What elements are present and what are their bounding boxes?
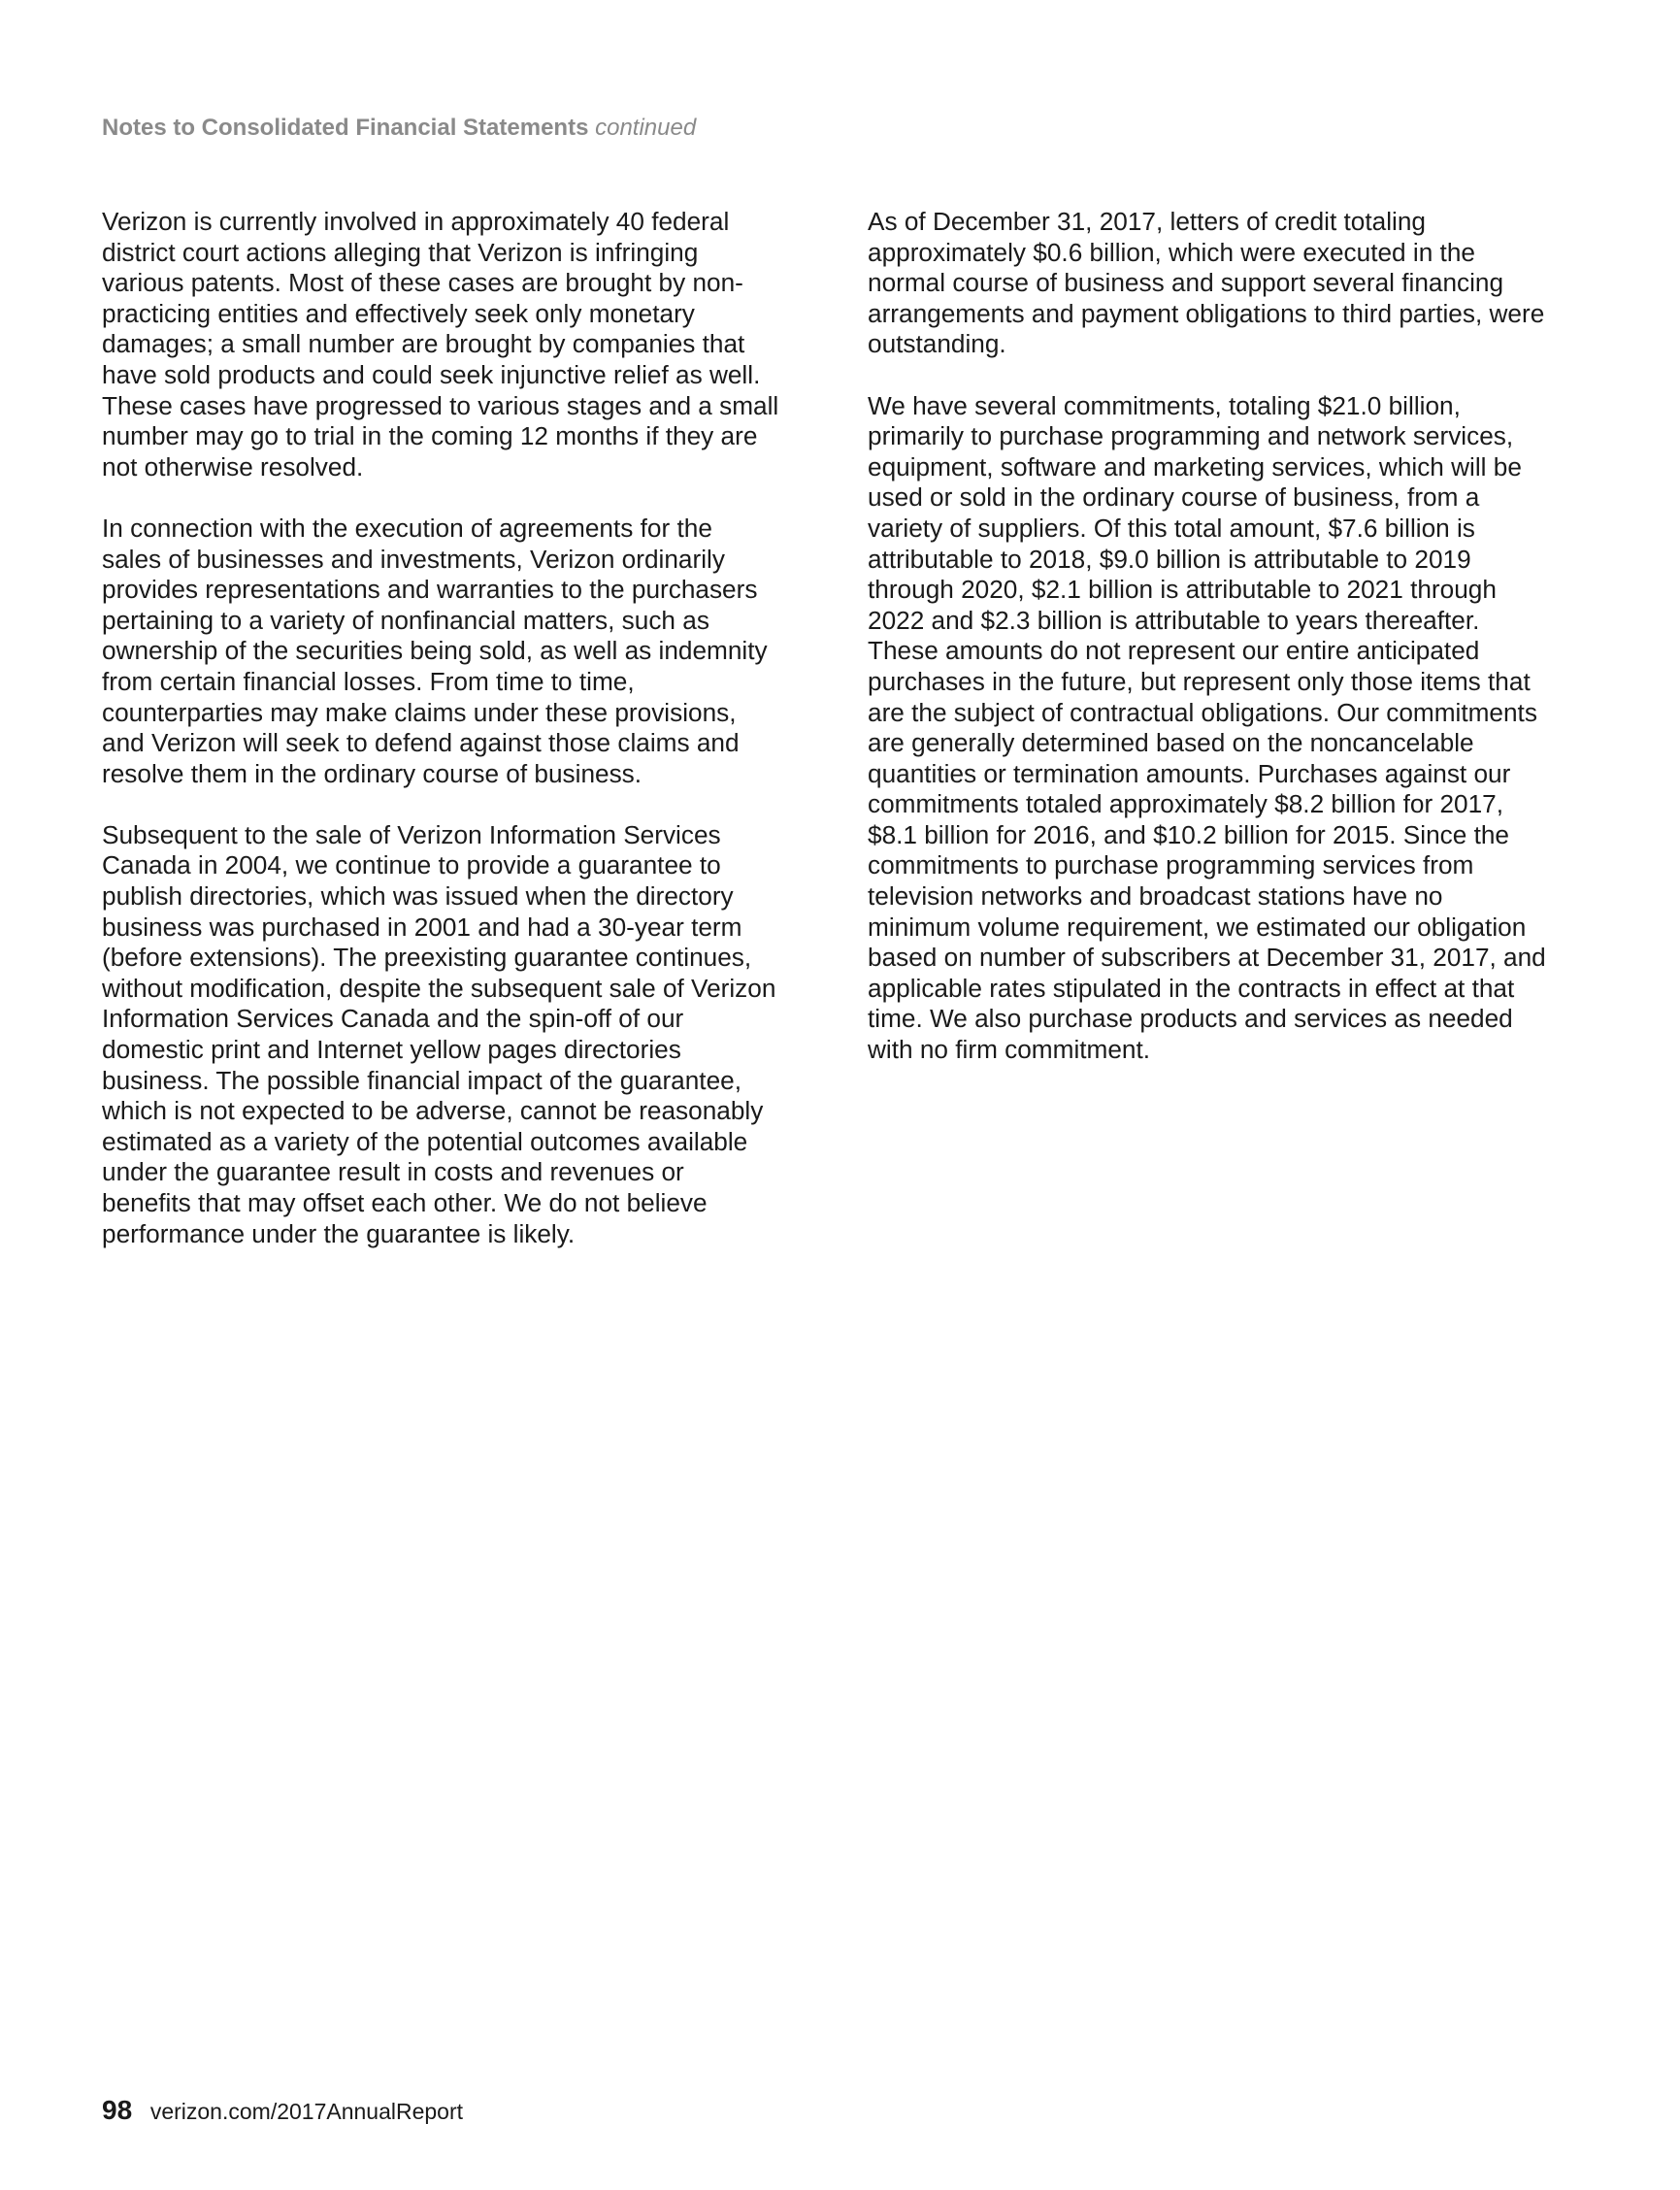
paragraph-directory-guarantee: Subsequent to the sale of Verizon Information Services Canada in 2004, we continue to provide a guarantee to publish directories, which was issued when the directory business was purchased in 2001 and had a 30-year term (before extensions). The preexisting guarantee continues, without modification, despite the subsequent sale of Verizon Information Services Canada and the spin-off of our domestic print and Internet yellow pages directories business. The possible financial impact of the guarantee, which is not expected to be adverse, cannot be reasonably estimated as a variety of the potential outcomes available under the guarantee result in costs and revenues or benefits that may offset each other. We do not believe performance under the guarantee is likely. xyxy=(102,819,776,1248)
paragraph-letters-of-credit: As of December 31, 2017, letters of credit totaling approximately $0.6 billion, which were executed in the normal course of business and support several financing arrangements and payment obligations to third parties, were outstanding. xyxy=(868,207,1545,359)
report-url: verizon.com/2017AnnualReport xyxy=(149,2099,464,2124)
page-number: 98 xyxy=(102,2095,133,2125)
paragraph-representations-warranties: In connection with the execution of agreements for the sales of businesses and investments, Verizon ordinarily provides representations and warranties to the purchasers pertaining to a variety of nonfinancial matters, such as ownership of the securities being sold, as well as indemnity from certain financial losses. From time to time, counterparties may make claims under these provisions, and Verizon will seek to defend against those claims and resolve them in the ordinary course of business. xyxy=(102,513,768,788)
right-column xyxy=(868,207,1591,1096)
left-column xyxy=(102,207,830,1280)
page-header xyxy=(102,115,696,142)
section-title: Notes to Consolidated Financial Statements xyxy=(102,115,589,141)
page-footer xyxy=(102,2095,463,2126)
continued-label: continued xyxy=(595,115,697,141)
paragraph-patent-litigation: Verizon is currently involved in approximately 40 federal district court actions alleging that Verizon is infringing various patents. Most of these cases are brought by non- practicing entities and effectively seek only monetary damages; a small number are brought by companies that have sold products and could seek injunctive relief as well. These cases have progressed to various stages and a small number may go to trial in the coming 12 months if they are not otherwise resolved. xyxy=(102,207,779,481)
paragraph-commitments: We have several commitments, totaling $21.0 billion, primarily to purchase programming and network services, equipment, software and marketing services, which will be used or sold in the ordinary course of business, from a variety of suppliers. Of this total amount, $7.6 billion is attributable to 2018, $9.0 billion is attributable to 2019 through 2020, $2.1 billion is attributable to 2021 through 2022 and $2.3 billion is attributable to years thereafter. These amounts do not represent our entire anticipated purchases in the future, but represent only those items that are the subject of contractual obligations. Our commitments are generally determined based on the noncancelable quantities or termination amounts. Purchases against our commitments totaled approximately $8.2 billion for 2017, $8.1 billion for 2016, and $10.2 billion for 2015. Since the commitments to purchase programming services from television networks and broadcast stations have no minimum volume requirement, we estimated our obligation based on number of subscribers at December 31, 2017, and applicable rates stipulated in the contracts in effect at that time. We also purchase products and services as needed with no firm commitment. xyxy=(868,390,1546,1065)
